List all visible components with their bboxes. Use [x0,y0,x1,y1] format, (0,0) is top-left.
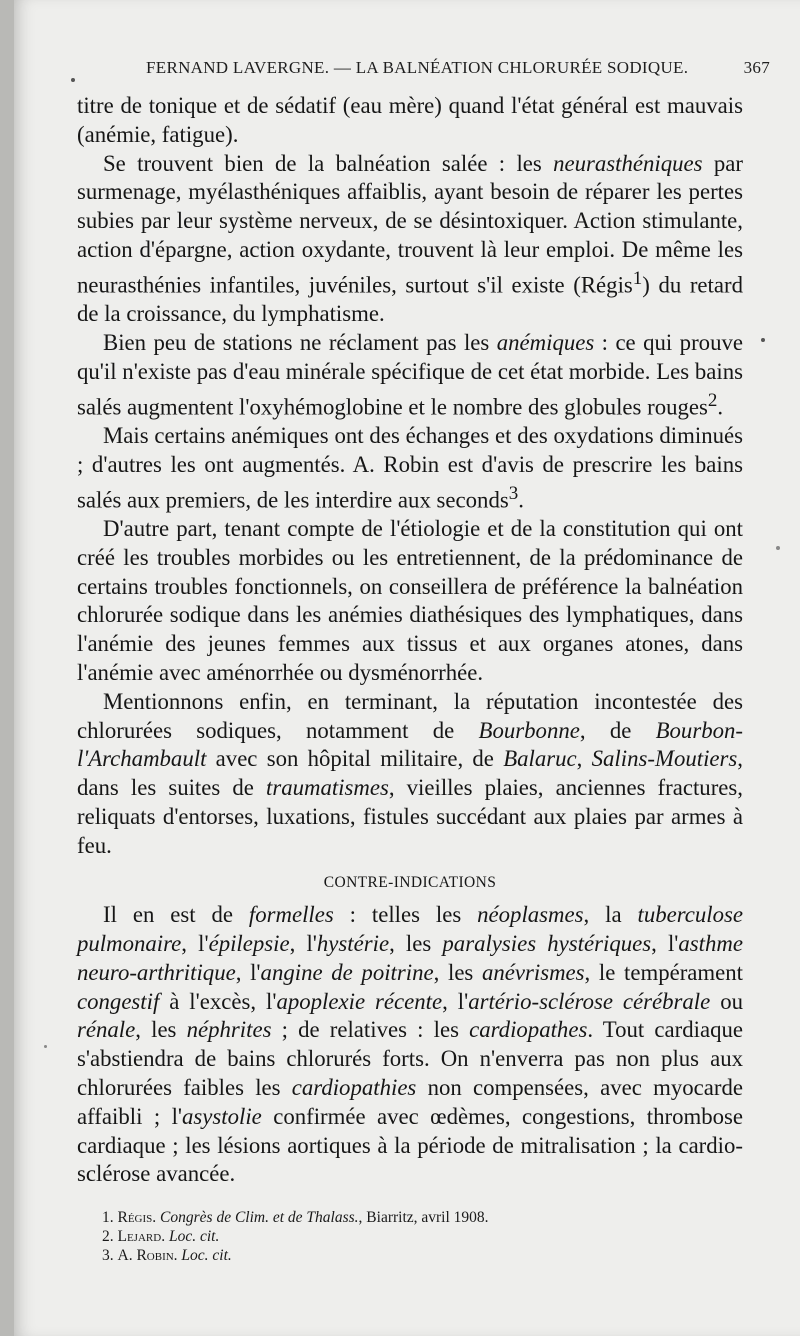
print-speck [761,338,765,342]
main-text [77,92,743,1189]
running-title: FERNAND LAVERGNE. — LA BALNÉATION CHLORURÉE SODIQUE. [146,58,689,77]
running-header [146,58,770,78]
footnote-1: 1. Régis. Congrès de Clim. et de Thalass., Biarritz, avril 1908. [102,1209,489,1226]
section-title: CONTRE-INDICATIONS [323,873,497,891]
print-speck [71,78,75,82]
footnotes [102,1208,742,1265]
paragraph-4: Mais certains anémiques ont des échanges et des oxydations diminués ; d'autres les ont augmentés. A. Robin est d'avis de prescrire les bains salés aux premiers, de les interdire aux seconds$^3$. [77,422,743,513]
paragraph-3: Bien peu de stations ne réclament pas les anémiques : ce qui prouve qu'il n'existe pas d'eau minérale spécifique de cet état morbide. Les bains salés augmentent l'oxyhémoglobine et le nombre des globules rouges$^2$. [77,329,743,420]
footnote-3: 3. A. Robin. Loc. cit. [102,1247,232,1264]
page-number: 367 [743,58,770,77]
paragraph-2: Se trouvent bien de la balnéation salée : les neurasthéniques par surmenage, myélasthéniques affaiblis, ayant besoin de réparer les pertes subies par leur système nerveux, de se désintoxiquer. Action stimulante, action d'épargne, action oxydante, trouvent là leur emploi. De même les neurasthénies infantiles, juvéniles, surtout s'il existe (Régis$^1$) du retard de la croissance, du lymphatisme. [77,150,743,327]
paragraph-7: Il en est de formelles : telles les néoplasmes, la tuberculose pulmonaire, l'épilepsie, l'hystérie, les paralysies hystériques, l'asthme neuro-arthritique, l'angine de poitrine, les anévrismes, le tempérament congestif à l'excès, l'apoplexie récente, l'artério-sclérose cérébrale ou rénale, les néphrites ; de relatives : les cardiopathes. Tout cardiaque s'abstiendra de bains chlorurés forts. On n'enverra pas non plus aux chlorurées faibles les cardiopathies non compensées, avec myocarde affaibli ; l'asystolie confirmée avec œdèmes, congestions, thrombose cardiaque ; les lésions aortiques à la période de mitralisation ; la cardio-sclérose avancée. [77,902,744,1187]
print-speck [776,546,780,550]
print-speck [44,1045,47,1048]
paragraph-5: D'autre part, tenant compte de l'étiologie et de la constitution qui ont créé les troubles morbides ou les entretiennent, de la prédominance de certains troubles fonctionnels, on conseillera de préférence la balnéation chlorurée sodique dans les anémies diathésiques des lymphatiques, dans l'anémie des jeunes femmes aux tissus et aux organes atones, dans l'anémie avec aménorrhée ou dysménorrhée. [77,515,743,685]
paragraph-6: Mentionnons enfin, en terminant, la réputation incontestée des chlorurées sodiques, notamment de Bourbonne, de Bourbon-l'Archambault avec son hôpital militaire, de Balaruc, Salins-Moutiers, dans les suites de traumatismes, vieilles plaies, anciennes fractures, reliquats d'entorses, luxations, fistules succédant aux plaies par armes à feu. [77,688,743,858]
footnote-ref-1: 1 [632,267,643,289]
book-page [14,0,800,1336]
paragraph-1: titre de tonique et de sédatif (eau mère) quand l'état général est mauvais (anémie, fatigue). [77,93,743,147]
footnote-ref-2: 2 [707,389,718,411]
footnote-ref-3: 3 [508,482,519,504]
footnote-2: 2. Lejard. Loc. cit. [102,1228,220,1245]
